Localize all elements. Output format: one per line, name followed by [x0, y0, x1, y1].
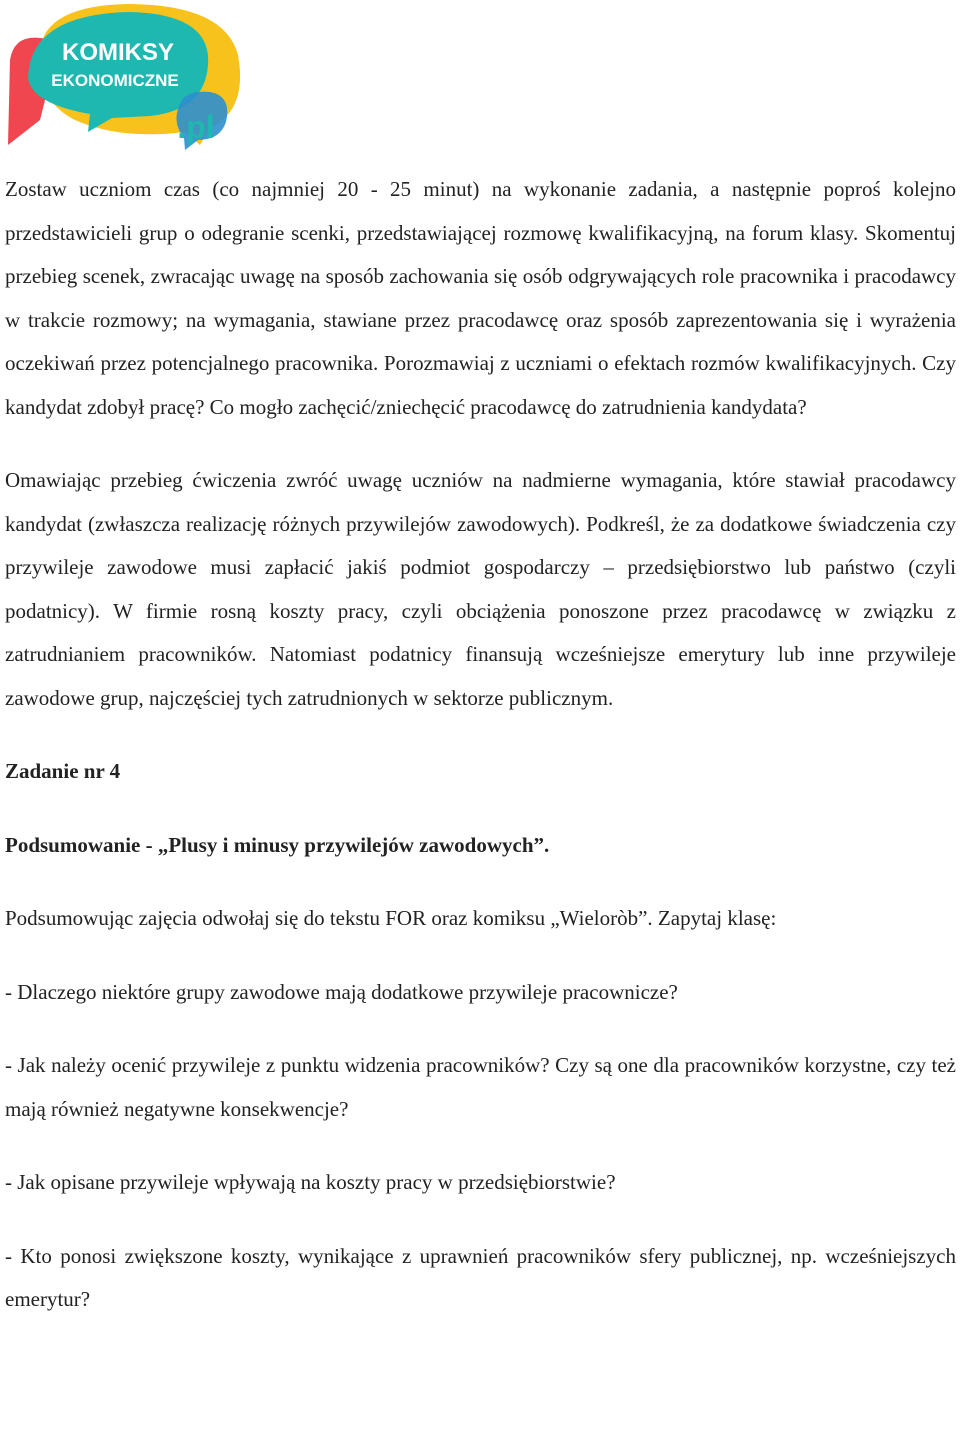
logo-line2: EKONOMICZNE — [51, 71, 179, 90]
question-4: - Kto ponosi zwiększone koszty, wynikające z uprawnień pracowników sfery publicznej, np. wcześniejszych emerytur? — [5, 1243, 956, 1311]
paragraph-privileges-costs: Omawiając przebieg ćwiczenia zwróć uwagę uczniów na nadmierne wymagania, które stawiał pracodawcy kandydat (zwłaszcza realizację różnych przywilejów zawodowych). Podkreśl, że za dodatkowe świadczenia czy przywileje zawodowe musi zapłacić jakiś podmiot gospodarczy – przedsiębiorstwo lub państwo (czyli podatnicy). W firmie rosną koszty pracy, czyli obciążenia ponoszone przez pracodawcę w związku z zatrudnianiem pracowników. Natomiast podatnicy finansują wcześniejsze emerytury lub inne przywileje zawodowe grup, najczęściej tych zatrudnionych w sektorze publicznym. — [5, 468, 956, 710]
logo-suffix: .pl — [177, 109, 215, 145]
question-3: - Jak opisane przywileje wpływają na koszty pracy w przedsiębiorstwie? — [5, 1170, 616, 1194]
logo-line1: KOMIKSY — [61, 39, 175, 66]
summary-heading: Podsumowanie - „Plusy i minusy przywilejów zawodowych”. — [5, 832, 550, 857]
paragraph-interview-discussion: Zostaw uczniom czas (co najmniej 20 - 25 minut) na wykonanie zadania, a następnie poproś kolejno przedstawicieli grup o odegranie scenki, przedstawiającej rozmowę kwalifikacyjną, na forum klasy. Skomentuj przebieg scenek, zwracając uwagę na sposób zachowania się osób odgrywających role pracownika i pracodawcy w trakcie rozmowy; na wymagania, stawiane przez pracodawcę oraz sposób zaprezentowania się i wyrażenia oczekiwań przez potencjalnego pracownika. Porozmawiaj z uczniami o efektach rozmów kwalifikacyjnych. Czy kandydat zdobył pracę? Co mogło zachęcić/zniechęcić pracodawcę do zatrudnienia kandydata? — [5, 177, 956, 419]
task-heading: Zadanie nr 4 — [5, 759, 121, 783]
question-2: - Jak należy ocenić przywileje z punktu widzenia pracowników? Czy są one dla pracowników korzystne, czy też mają również negatywne konsekwencje? — [5, 1053, 956, 1121]
paragraph-summary-intro: Podsumowując zajęcia odwołaj się do tekstu FOR oraz komiksu „Wieloròb”. Zapytaj klasę: — [5, 906, 777, 930]
komiksy-ekonomiczne-logo — [0, 0, 250, 150]
question-1: - Dlaczego niektóre grupy zawodowe mają dodatkowe przywileje pracownicze? — [5, 979, 678, 1004]
speech-bubbles-icon — [0, 0, 250, 150]
document-body — [5, 168, 956, 1322]
